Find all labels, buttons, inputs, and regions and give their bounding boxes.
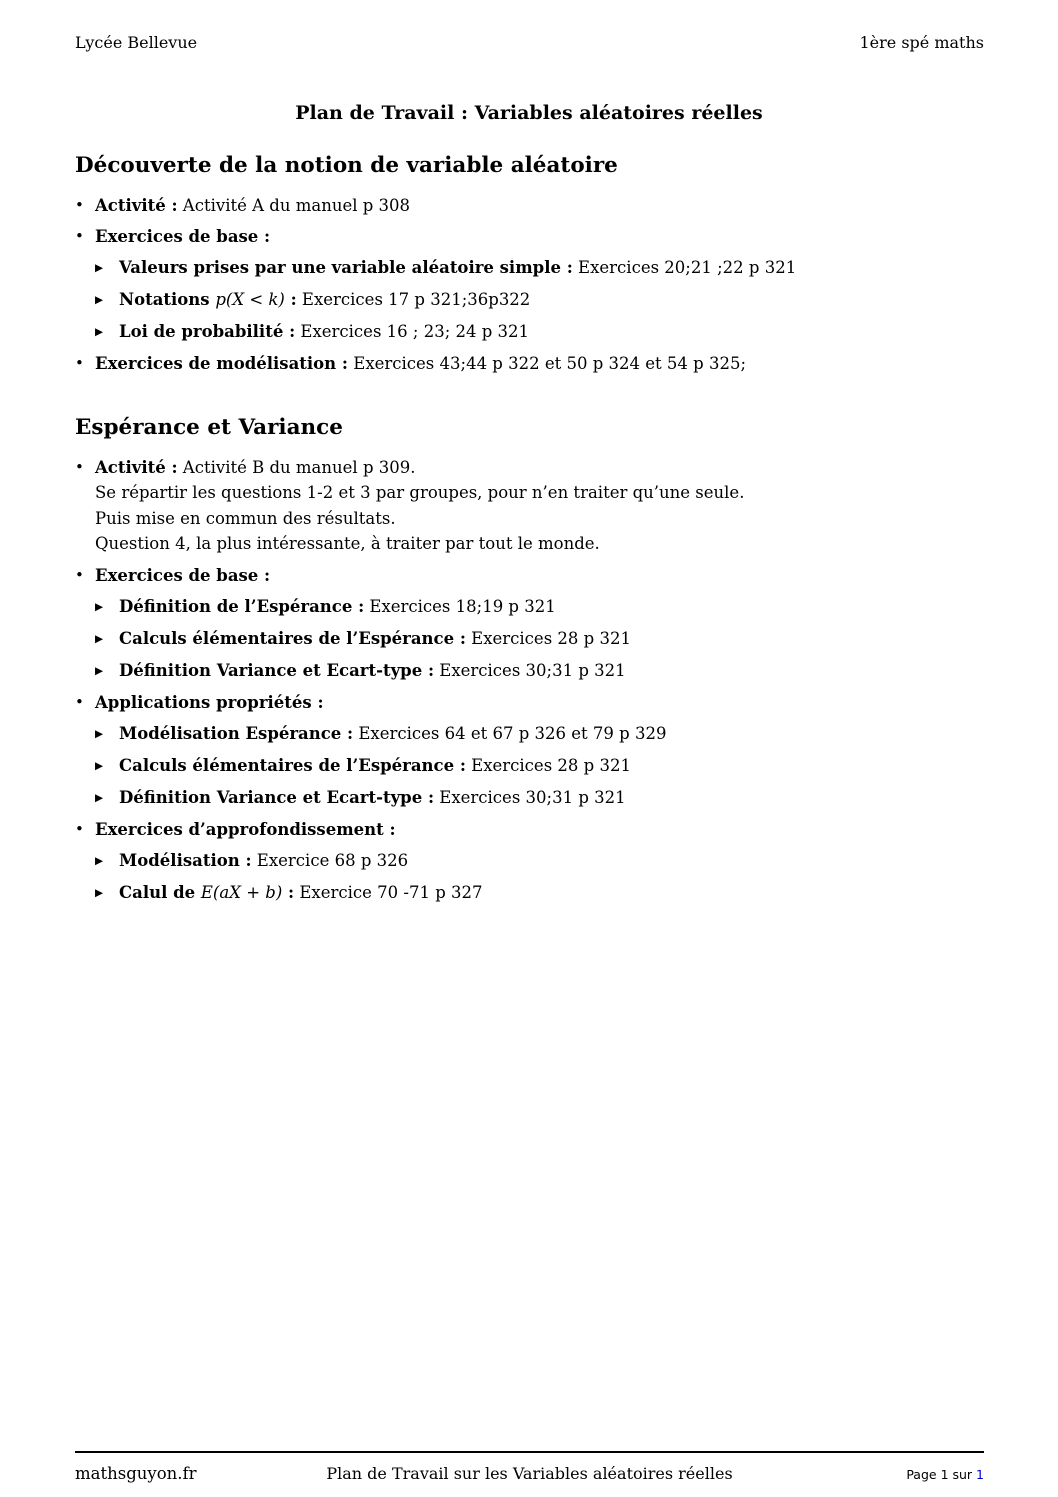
list-item-text xyxy=(119,626,1058,651)
item-detail: Activité A du manuel p 308 xyxy=(177,196,411,215)
list-item xyxy=(0,626,1058,652)
item-detail: Exercices 64 et 67 p 326 et 79 p 329 xyxy=(353,723,667,743)
list-item-text xyxy=(119,255,1058,280)
list-item xyxy=(0,594,1058,620)
item-label: Définition de l’Espérance : xyxy=(119,596,365,616)
triangle-icon: ▶ xyxy=(95,886,104,899)
triangle-icon: ▶ xyxy=(95,632,104,645)
triangle-icon: ▶ xyxy=(95,326,104,338)
item-detail: Exercices 30;31 p 321 xyxy=(434,787,626,807)
item-label: Définition Variance et Ecart-type : xyxy=(119,787,435,807)
item-detail: Exercices 28 p 321 xyxy=(465,755,631,775)
bullet-icon: • xyxy=(75,819,84,838)
list-item xyxy=(0,193,1058,218)
list-item-text xyxy=(119,319,1058,344)
list-item-text xyxy=(119,880,1058,905)
list-item-text xyxy=(119,848,1058,873)
footer-page-prefix: Page 1 sur xyxy=(906,1467,977,1482)
list-item xyxy=(0,817,1058,842)
item-detail: Exercices 30;31 p 321 xyxy=(434,660,626,680)
list-item xyxy=(0,351,1058,376)
triangle-icon: ▶ xyxy=(95,294,104,306)
list-decouverte xyxy=(0,193,1058,376)
bullet-icon: • xyxy=(75,196,84,214)
item-label: Activité : xyxy=(95,458,178,477)
section-heading-esperance: Espérance et Variance xyxy=(75,415,343,440)
item-detail: Exercices 16 ; 23; 24 p 321 xyxy=(295,322,530,341)
bullet-icon: • xyxy=(75,692,84,711)
footer-page-number-link[interactable]: 1 xyxy=(976,1467,984,1482)
school-name: Lycée Bellevue xyxy=(75,33,198,52)
item-label: Exercices d’approfondissement : xyxy=(95,819,396,839)
page-title: Plan de Travail : Variables aléatoires réelles xyxy=(295,102,763,124)
list-item xyxy=(0,319,1058,345)
list-item-text xyxy=(119,287,1058,312)
list-item-text xyxy=(119,721,1058,746)
list-item xyxy=(0,721,1058,747)
list-item-text xyxy=(95,351,1058,376)
item-label: Activité : xyxy=(95,196,178,215)
triangle-icon: ▶ xyxy=(95,727,104,740)
list-item-text xyxy=(95,563,1058,588)
triangle-icon: ▶ xyxy=(95,664,104,677)
list-item-text xyxy=(119,594,1058,619)
triangle-icon: ▶ xyxy=(95,854,104,867)
list-item-text xyxy=(95,224,1058,249)
list-item-text xyxy=(95,193,1058,218)
list-item-text xyxy=(119,658,1058,683)
bullet-icon: • xyxy=(75,565,84,584)
item-label: Exercices de modélisation : xyxy=(95,354,349,373)
footer-site: mathsguyon.fr xyxy=(75,1464,197,1483)
item-detail: Exercice 70 -71 p 327 xyxy=(294,882,483,902)
item-label: Modélisation Espérance : xyxy=(119,723,354,743)
item-label: Valeurs prises par une variable aléatoire simple : xyxy=(119,258,573,277)
footer-page-indicator xyxy=(858,1467,984,1482)
item-label-colon: : xyxy=(284,290,297,309)
item-detail: Exercices 18;19 p 321 xyxy=(364,596,556,616)
page-footer xyxy=(75,1451,984,1483)
footer-doc-title: Plan de Travail sur les Variables aléatoires réelles xyxy=(326,1464,733,1483)
item-label: Notations xyxy=(119,290,216,309)
item-detail: Exercices 43;44 p 322 et 50 p 324 et 54 p 325; xyxy=(348,354,747,373)
item-detail: Exercices 20;21 ;22 p 321 xyxy=(572,258,797,277)
list-item xyxy=(0,785,1058,811)
item-math: E(aX + b) xyxy=(200,882,283,902)
list-item xyxy=(0,880,1058,906)
item-label: Calul de xyxy=(119,882,201,902)
list-item xyxy=(0,563,1058,588)
bullet-icon: • xyxy=(75,458,84,476)
item-label: Exercices de base : xyxy=(95,565,271,585)
class-label: 1ère spé maths xyxy=(859,33,984,52)
list-item xyxy=(0,255,1058,281)
triangle-icon: ▶ xyxy=(95,262,104,274)
item-label-colon: : xyxy=(282,882,295,902)
item-detail: Exercice 68 p 326 xyxy=(251,850,409,870)
item-label: Exercices de base : xyxy=(95,227,271,246)
list-esperance xyxy=(0,455,1058,906)
list-item-text xyxy=(119,753,1058,778)
list-item xyxy=(0,753,1058,779)
list-item-text xyxy=(95,817,1058,842)
item-detail: Exercices 28 p 321 xyxy=(465,628,631,648)
item-label: Définition Variance et Ecart-type : xyxy=(119,660,435,680)
item-label: Modélisation : xyxy=(119,850,252,870)
item-extra-line: Puis mise en commun des résultats. xyxy=(95,508,396,528)
item-label: Loi de probabilité : xyxy=(119,322,296,341)
triangle-icon: ▶ xyxy=(95,791,104,804)
list-item xyxy=(0,690,1058,715)
item-extra-line: Se répartir les questions 1-2 et 3 par groupes, pour n’en traiter qu’une seule. xyxy=(95,483,745,502)
list-item xyxy=(0,658,1058,684)
item-detail: Exercices 17 p 321;36p322 xyxy=(296,290,531,309)
list-item xyxy=(0,224,1058,249)
item-extra-line: Question 4, la plus intéressante, à traiter par tout le monde. xyxy=(95,534,600,553)
page-header xyxy=(0,0,1058,53)
item-detail: Activité B du manuel p 309. xyxy=(177,458,416,477)
section-heading-decouverte: Découverte de la notion de variable aléatoire xyxy=(75,153,618,178)
list-item xyxy=(0,848,1058,874)
list-item xyxy=(0,287,1058,313)
list-item-text xyxy=(95,455,1058,557)
list-item xyxy=(0,455,1058,557)
list-item-text xyxy=(119,785,1058,810)
item-label: Applications propriétés : xyxy=(95,692,324,712)
bullet-icon: • xyxy=(75,354,84,372)
triangle-icon: ▶ xyxy=(95,600,104,613)
bullet-icon: • xyxy=(75,227,84,245)
item-math: p(X < k) xyxy=(215,290,285,309)
item-label: Calculs élémentaires de l’Espérance : xyxy=(119,755,466,775)
list-item-text xyxy=(95,690,1058,715)
item-label: Calculs élémentaires de l’Espérance : xyxy=(119,628,466,648)
triangle-icon: ▶ xyxy=(95,759,104,772)
